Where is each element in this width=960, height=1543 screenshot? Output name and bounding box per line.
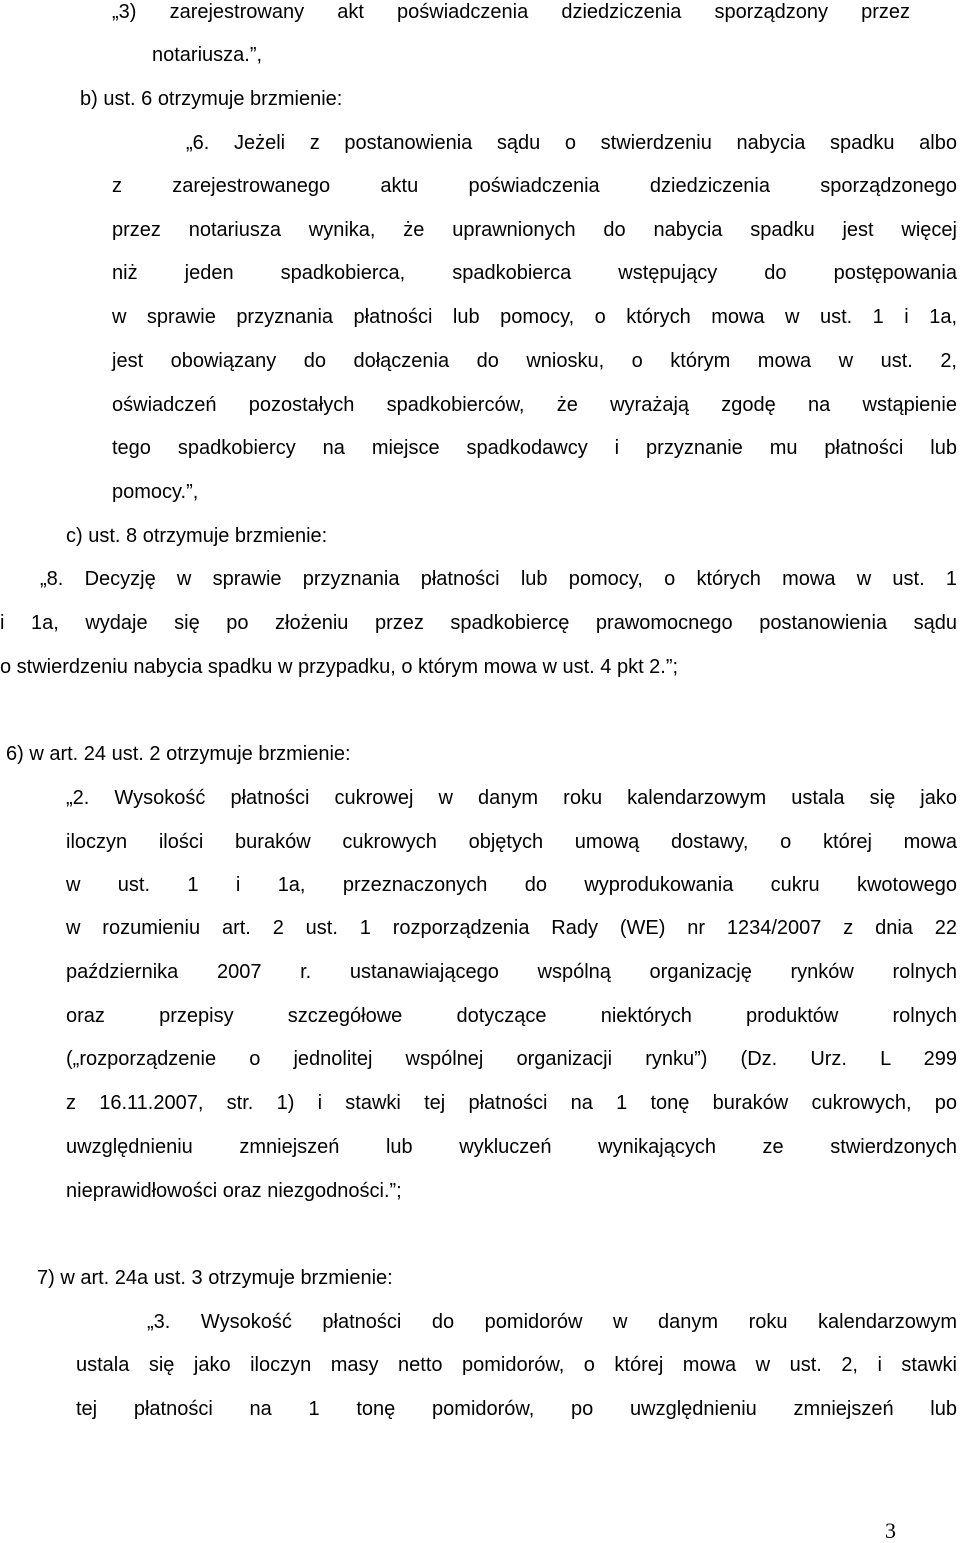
text-line: uwzględnieniu zmniejszeń lub wykluczeń wynikających ze stwierdzonych bbox=[66, 1136, 957, 1158]
text-line: tej płatności na 1 tonę pomidorów, po uwzględnieniu zmniejszeń lub bbox=[76, 1398, 957, 1420]
text-line: w sprawie przyznania płatności lub pomocy, o których mowa w ust. 1 i 1a, bbox=[112, 306, 957, 328]
text-line: notariusza.”, bbox=[152, 44, 263, 66]
text-line: b) ust. 6 otrzymuje brzmienie: bbox=[80, 88, 343, 110]
text-line: oraz przepisy szczegółowe dotyczące niektórych produktów rolnych bbox=[66, 1005, 957, 1027]
page-number: 3 bbox=[885, 1518, 896, 1543]
text-line: w ust. 1 i 1a, przeznaczonych do wyprodukowania cukru kwotowego bbox=[66, 874, 957, 896]
text-line: jest obowiązany do dołączenia do wniosku, o którym mowa w ust. 2, bbox=[112, 350, 957, 372]
text-line: „2. Wysokość płatności cukrowej w danym roku kalendarzowym ustala się jako bbox=[66, 787, 957, 809]
text-line: i 1a, wydaje się po złożeniu przez spadkobiercę prawomocnego postanowienia sądu bbox=[0, 612, 957, 634]
text-line: ustala się jako iloczyn masy netto pomidorów, o której mowa w ust. 2, i stawki bbox=[76, 1354, 957, 1376]
text-line: przez notariusza wynika, że uprawnionych do nabycia spadku jest więcej bbox=[112, 219, 957, 241]
text-line: w rozumieniu art. 2 ust. 1 rozporządzenia Rady (WE) nr 1234/2007 z dnia 22 bbox=[66, 917, 957, 939]
text-line: z zarejestrowanego aktu poświadczenia dziedziczenia sporządzonego bbox=[112, 175, 957, 197]
text-line: „6. Jeżeli z postanowienia sądu o stwierdzeniu nabycia spadku albo bbox=[186, 132, 957, 154]
text-line: nieprawidłowości oraz niezgodności.”; bbox=[66, 1180, 402, 1202]
text-line: z 16.11.2007, str. 1) i stawki tej płatności na 1 tonę buraków cukrowych, po bbox=[66, 1092, 957, 1114]
text-line: października 2007 r. ustanawiającego wspólną organizację rynków rolnych bbox=[66, 961, 957, 983]
text-line: oświadczeń pozostałych spadkobierców, że wyrażają zgodę na wstąpienie bbox=[112, 394, 957, 416]
text-line: iloczyn ilości buraków cukrowych objętych umową dostawy, o której mowa bbox=[66, 831, 957, 853]
text-line: pomocy.”, bbox=[112, 481, 199, 503]
text-line: 7) w art. 24a ust. 3 otrzymuje brzmienie: bbox=[37, 1267, 393, 1289]
text-line: („rozporządzenie o jednolitej wspólnej organizacji rynku”) (Dz. Urz. L 299 bbox=[66, 1048, 957, 1070]
text-line: tego spadkobiercy na miejsce spadkodawcy i przyznanie mu płatności lub bbox=[112, 437, 957, 459]
text-line: „8. Decyzję w sprawie przyznania płatności lub pomocy, o których mowa w ust. 1 bbox=[40, 568, 957, 590]
text-line: „3. Wysokość płatności do pomidorów w danym roku kalendarzowym bbox=[147, 1311, 957, 1333]
text-line: niż jeden spadkobierca, spadkobierca wstępujący do postępowania bbox=[112, 262, 957, 284]
text-line: 6) w art. 24 ust. 2 otrzymuje brzmienie: bbox=[6, 743, 351, 765]
text-line: c) ust. 8 otrzymuje brzmienie: bbox=[66, 525, 328, 547]
text-line: o stwierdzeniu nabycia spadku w przypadku, o którym mowa w ust. 4 pkt 2.”; bbox=[0, 656, 679, 678]
text-line: „3) zarejestrowany akt poświadczenia dziedziczenia sporządzony przez bbox=[112, 1, 910, 23]
